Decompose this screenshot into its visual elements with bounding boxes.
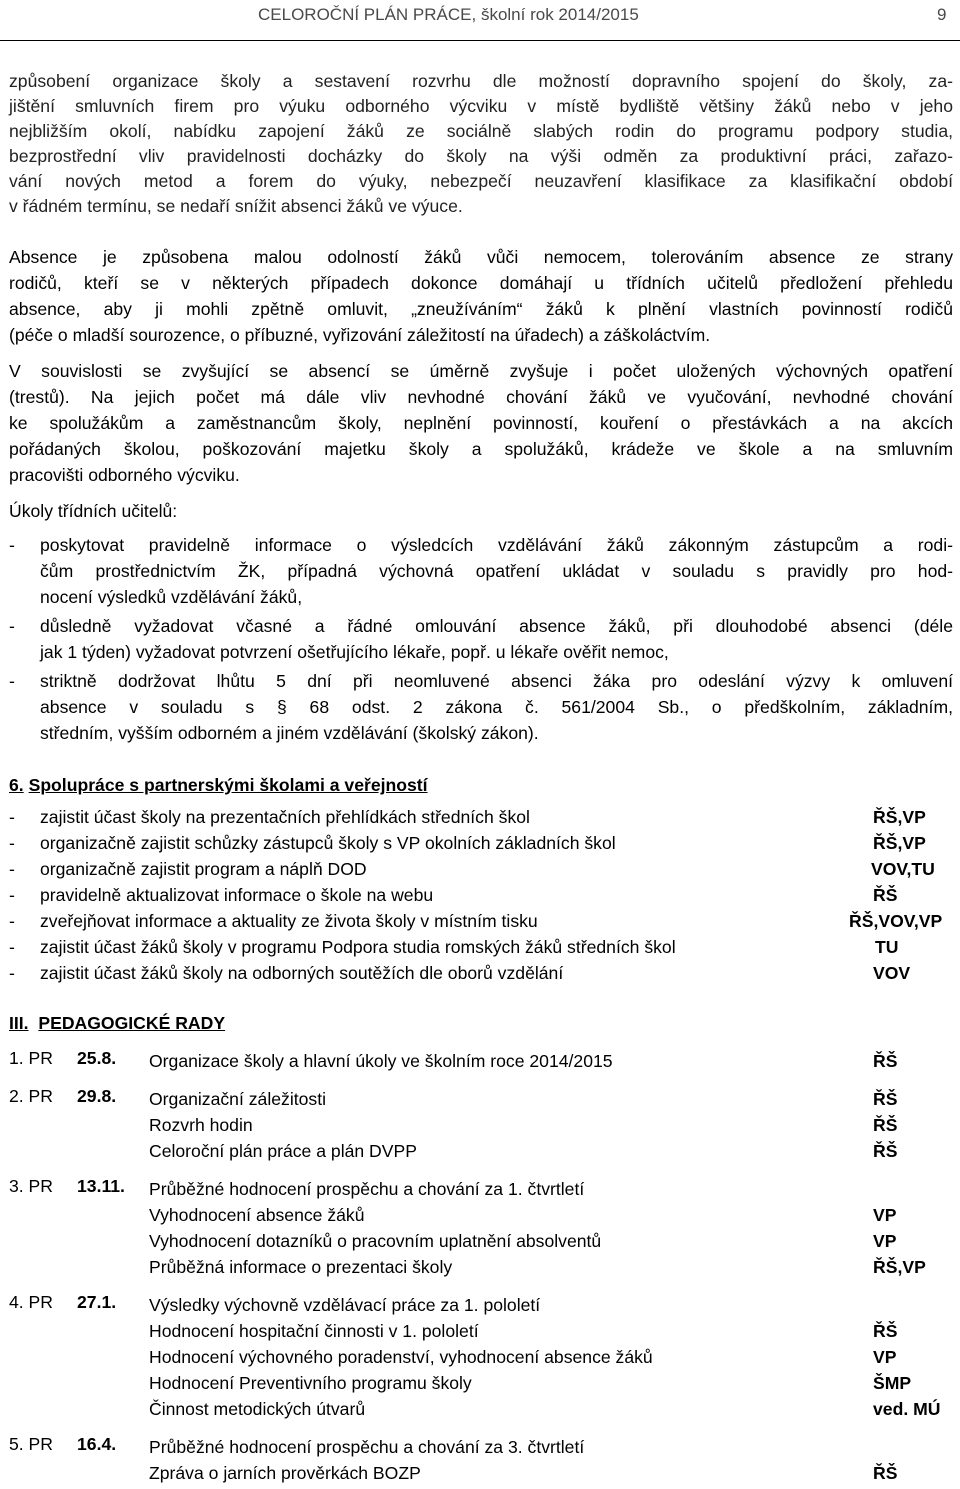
- task-responsible: VOV: [873, 963, 911, 983]
- text-line: rodičů, kteří se v některých případech dokonce domáhají u třídních učitelů předložení přehledu: [9, 273, 953, 293]
- task-row: [9, 934, 953, 960]
- dash-bullet: -: [9, 833, 15, 853]
- task-responsible: VOV,TU: [871, 859, 935, 879]
- text-line: v řádném termínu, se nedaří snížit absenci žáků ve výuce.: [9, 196, 463, 216]
- meeting-responsible: ŘŠ,VP: [873, 1257, 926, 1277]
- paragraph-absence-reasons: [9, 244, 953, 348]
- meeting-block: [9, 1292, 953, 1422]
- meeting-block: [9, 1434, 953, 1486]
- meeting-block: [9, 1086, 953, 1164]
- list-item: [9, 613, 953, 665]
- list-item: [9, 532, 953, 610]
- meeting-responsible: ŘŠ: [873, 1115, 898, 1135]
- teacher-tasks-heading: Úkoly třídních učitelů:: [9, 501, 178, 521]
- dash-bullet: -: [9, 911, 15, 931]
- text-line: ke spolužákům a zaměstnancům školy, neplnění povinností, kouření o přestávkách a na akcích: [9, 413, 953, 433]
- text-line: důsledně vyžadovat včasné a řádné omlouvání absence žáků, při dlouhodobé absenci (déle: [40, 616, 953, 636]
- section-6-heading: [9, 775, 428, 796]
- dash-bullet: -: [9, 937, 15, 957]
- meeting-number: 4. PR: [9, 1292, 54, 1312]
- meeting-topic: Výsledky výchovně vzdělávací práce za 1. pololetí: [149, 1295, 541, 1315]
- task-row: [9, 882, 953, 908]
- text-line: bezprostřední vliv pravidelnosti docházky do školy na výši odměn za produktivní práci, zařazo-: [9, 146, 953, 166]
- section-III-heading: [9, 1013, 225, 1034]
- task-text: organizačně zajistit schůzky zástupců školy s VP okolních základních škol: [40, 833, 616, 853]
- task-responsible: ŘŠ: [873, 885, 898, 905]
- text-line: V souvislosti se zvyšující se absencí se úměrně zvyšuje i počet uložených výchovných opatření: [9, 361, 953, 381]
- header-title: CELOROČNÍ PLÁN PRÁCE, školní rok 2014/2015: [258, 5, 639, 24]
- dash-bullet: -: [9, 807, 15, 827]
- text-line: striktně dodržovat lhůtu 5 dní při neomluvené absenci žáka pro odeslání výzvy k omluvení: [40, 671, 953, 691]
- page-number: 9: [937, 5, 947, 24]
- meeting-topic: Organizace školy a hlavní úkoly ve školním roce 2014/2015: [149, 1051, 613, 1071]
- text-line: vání nových metod a forem do výuky, nebezpečí neuzavření klasifikace za klasifikační období: [9, 171, 953, 191]
- meeting-responsible: ŘŠ: [873, 1141, 898, 1161]
- meeting-topic: Průběžná informace o prezentaci školy: [149, 1257, 453, 1277]
- meeting-topic: Rozvrh hodin: [149, 1115, 253, 1135]
- text-line: způsobení organizace školy a sestavení rozvrhu dle možností dopravního spojení do školy, za-: [9, 71, 953, 91]
- task-row: [9, 804, 953, 830]
- task-text: zajistit účast žáků školy na odborných soutěžích dle oborů vzdělání: [40, 963, 564, 983]
- meeting-responsible: VP: [873, 1231, 897, 1251]
- meeting-topic: Hodnocení hospitační činnosti v 1. pololetí: [149, 1321, 479, 1341]
- section-number: 6.: [9, 775, 24, 795]
- text-line: poskytovat pravidelně informace o výsledcích vzdělávání žáků zákonným zástupcům a rodi-: [40, 535, 953, 555]
- meeting-responsible: ŘŠ: [873, 1089, 898, 1109]
- meeting-responsible: VP: [873, 1347, 897, 1367]
- list-item: [9, 668, 953, 746]
- meeting-topic: Zpráva o jarních prověrkách BOZP: [149, 1463, 421, 1483]
- task-text: zveřejňovat informace a aktuality ze života školy v místním tisku: [40, 911, 538, 931]
- meeting-number: 3. PR: [9, 1176, 54, 1196]
- meeting-date: 29.8.: [77, 1086, 117, 1106]
- paragraph-absence-causes: [9, 69, 953, 219]
- text-line: nejbližším okolí, nabídku zapojení žáků ze sociálně slabých rodin do programu podpory studia,: [9, 121, 953, 141]
- text-line: středním, vyšším odborném a jiném vzdělávání (školský zákon).: [40, 723, 539, 743]
- task-text: zajistit účast žáků školy v programu Podpora studia romských žáků středních škol: [40, 937, 676, 957]
- task-row: [9, 908, 953, 934]
- dash-bullet: -: [9, 535, 15, 555]
- task-row: [9, 856, 953, 882]
- section-title: Spolupráce s partnerskými školami a veřejností: [28, 775, 428, 795]
- meeting-number: 5. PR: [9, 1434, 54, 1454]
- cooperation-task-list: [9, 804, 953, 986]
- task-responsible: ŘŠ,VOV,VP: [849, 911, 943, 931]
- meeting-topic: Činnost metodických útvarů: [149, 1399, 366, 1419]
- text-line: Absence je způsobena malou odolností žáků vůči nemocem, tolerováním absence ze strany: [9, 247, 953, 267]
- paragraph-disciplinary-measures: [9, 358, 953, 488]
- task-responsible: ŘŠ,VP: [873, 807, 926, 827]
- task-text: pravidelně aktualizovat informace o škole na webu: [40, 885, 434, 905]
- text-line: pracovišti odborného výcviku.: [9, 465, 240, 485]
- dash-bullet: -: [9, 885, 15, 905]
- meeting-responsible: ŘŠ: [873, 1321, 898, 1341]
- text-line: jištění smluvních firem pro výuku odborného výcviku v místě bydliště většiny žáků nebo v jeho: [9, 96, 953, 116]
- text-line: čům prostřednictvím ŽK, případná výchovná opatření ukládat v souladu s pravidly pro hod-: [40, 561, 953, 581]
- meeting-topic: Vyhodnocení dotazníků o pracovním uplatnění absolventů: [149, 1231, 602, 1251]
- meeting-topic: Průběžné hodnocení prospěchu a chování za 3. čtvrtletí: [149, 1437, 585, 1457]
- meeting-date: 27.1.: [77, 1292, 117, 1312]
- meeting-topic: Průběžné hodnocení prospěchu a chování za 1. čtvrtletí: [149, 1179, 585, 1199]
- page-header: [0, 0, 960, 41]
- pedagogical-meetings-list: [9, 1048, 953, 1486]
- meeting-topic: Celoroční plán práce a plán DVPP: [149, 1141, 417, 1161]
- meeting-block: [9, 1176, 953, 1280]
- section-number: III.: [9, 1013, 29, 1033]
- meeting-responsible: ŠMP: [873, 1373, 912, 1393]
- meeting-date: 13.11.: [77, 1176, 125, 1196]
- task-text: zajistit účast školy na prezentačních přehlídkách středních škol: [40, 807, 530, 827]
- meeting-block: [9, 1048, 953, 1074]
- task-responsible: TU: [875, 937, 899, 957]
- dash-bullet: -: [9, 963, 15, 983]
- task-text: organizačně zajistit program a náplň DOD: [40, 859, 367, 879]
- task-row: [9, 960, 953, 986]
- meeting-responsible: ŘŠ: [873, 1051, 898, 1071]
- text-line: absence, aby ji mohli zpětně omluvit, „zneužíváním“ žáků k plnění vlastních povinností rodičů: [9, 299, 953, 319]
- text-line: absence v souladu s § 68 odst. 2 zákona č. 561/2004 Sb., o předškolním, základním,: [40, 697, 953, 717]
- text-line: (trestů). Na jejich počet má dále vliv nevhodné chování žáků ve vyučování, nevhodné chování: [9, 387, 953, 407]
- meeting-responsible: VP: [873, 1205, 897, 1225]
- text-line: (péče o mladší sourozence, o příbuzné, vyřizování záležitostí na úřadech) a záškoláctvím.: [9, 325, 711, 345]
- meeting-number: 1. PR: [9, 1048, 54, 1068]
- task-responsible: ŘŠ,VP: [873, 833, 926, 853]
- dash-bullet: -: [9, 616, 15, 636]
- meeting-topic: Hodnocení Preventivního programu školy: [149, 1373, 472, 1393]
- meeting-number: 2. PR: [9, 1086, 54, 1106]
- text-line: jak 1 týden) vyžadovat potvrzení ošetřujícího lékaře, popř. u lékaře ověřit nemoc,: [40, 642, 669, 662]
- text-line: pořádaných školou, poškozování majetku školy a spolužáků, krádeže ve škole a na smluvním: [9, 439, 953, 459]
- meeting-responsible: ŘŠ: [873, 1463, 898, 1483]
- text-line: nocení výsledků vzdělávání žáků,: [40, 587, 303, 607]
- teacher-tasks-list: [9, 532, 953, 749]
- section-title: PEDAGOGICKÉ RADY: [38, 1013, 226, 1033]
- meeting-date: 25.8.: [77, 1048, 117, 1068]
- meeting-topic: Vyhodnocení absence žáků: [149, 1205, 365, 1225]
- meeting-topic: Hodnocení výchovného poradenství, vyhodnocení absence žáků: [149, 1347, 653, 1367]
- dash-bullet: -: [9, 859, 15, 879]
- meeting-topic: Organizační záležitosti: [149, 1089, 326, 1109]
- meeting-date: 16.4.: [77, 1434, 117, 1454]
- meeting-responsible: ved. MÚ: [873, 1399, 941, 1419]
- dash-bullet: -: [9, 671, 15, 691]
- task-row: [9, 830, 953, 856]
